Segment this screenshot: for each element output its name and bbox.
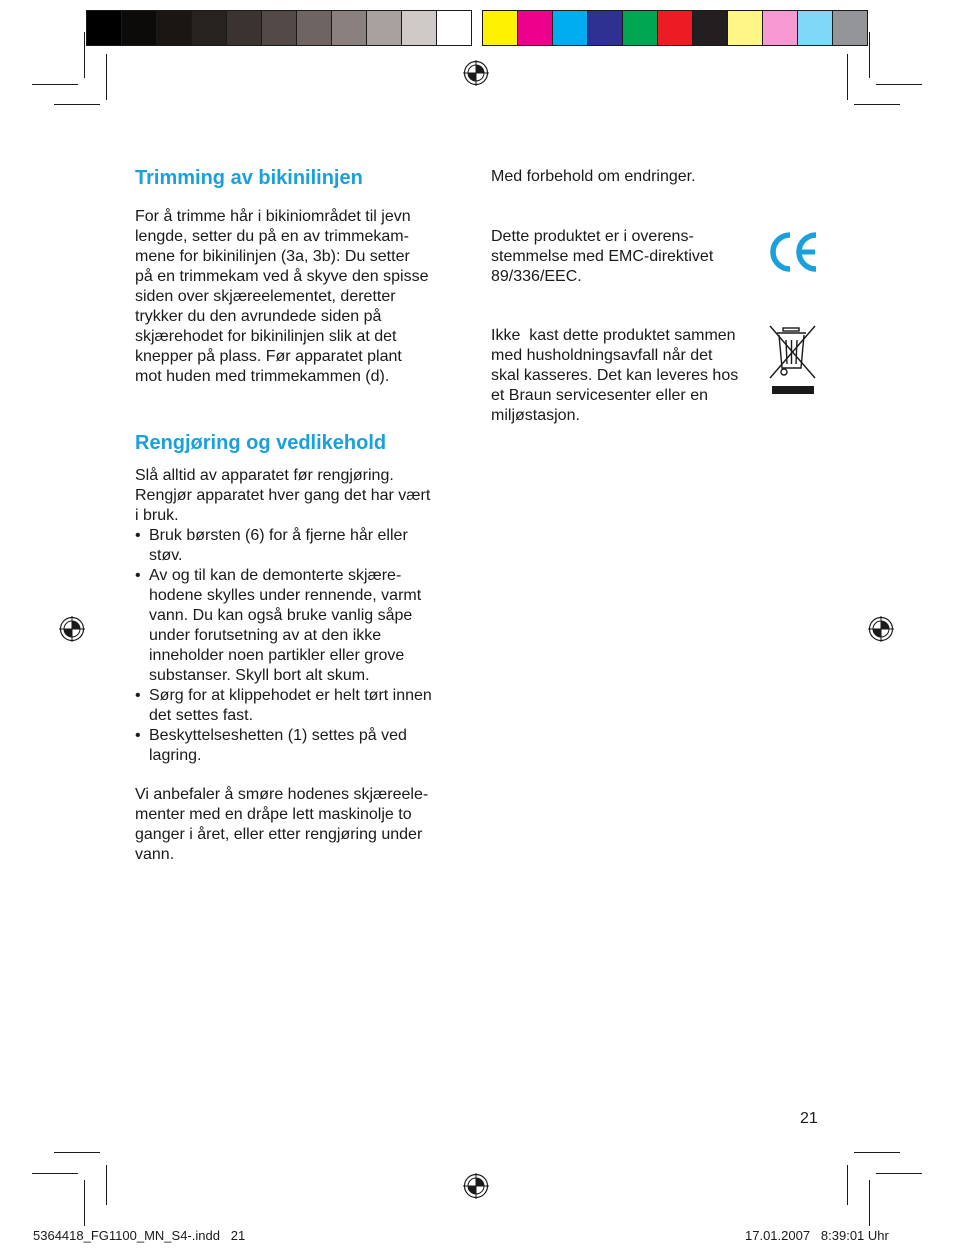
text-line: inneholder noen partikler eller grove xyxy=(149,647,405,664)
crossed-bin-icon xyxy=(768,324,818,396)
text-line: skal kasseres. Det kan leveres hos xyxy=(491,367,739,384)
crop-mark xyxy=(854,1152,900,1153)
color-swatch xyxy=(693,11,728,45)
cmyk-color-bar xyxy=(482,10,868,46)
registration-mark-icon xyxy=(463,60,489,86)
text-line: trykker du den avrundede siden på xyxy=(135,308,382,325)
color-swatch xyxy=(367,11,402,45)
crop-mark xyxy=(876,1173,922,1174)
list-item xyxy=(135,526,470,566)
color-swatch xyxy=(483,11,518,45)
crop-mark xyxy=(84,32,85,78)
text-line: Vi anbefaler å smøre hodenes skjæreele- xyxy=(135,786,429,803)
text-line: med husholdningsavfall når det xyxy=(491,347,713,364)
text-line: • Beskyttelseshetten (1) settes på ved xyxy=(149,727,407,744)
crop-mark xyxy=(854,104,900,105)
crop-mark xyxy=(876,84,922,85)
color-swatch xyxy=(262,11,297,45)
section-heading-trimming: Trimming av bikinilinjen xyxy=(135,167,363,189)
text-line: Ikke kast dette produktet sammen xyxy=(491,327,736,344)
text-line: Rengjør apparatet hver gang det har vært xyxy=(135,487,431,504)
crop-mark xyxy=(847,1165,848,1205)
text-line: et Braun servicesenter eller en xyxy=(491,387,708,404)
text-line: på en trimmekam ved å skyve den spisse xyxy=(135,268,429,285)
color-swatch xyxy=(192,11,227,45)
trimming-paragraph xyxy=(135,207,470,387)
crop-mark xyxy=(84,1180,85,1226)
text-line: mene for bikinilinjen (3a, 3b): Du setter xyxy=(135,248,410,265)
text-line: hodene skylles under rennende, varmt xyxy=(149,587,422,604)
text-line: lengde, setter du på en av trimmekam- xyxy=(135,228,409,245)
color-swatch xyxy=(402,11,437,45)
text-line: mot huden med trimmekammen (d). xyxy=(135,368,390,385)
list-item xyxy=(135,566,470,686)
list-item xyxy=(135,686,470,726)
text-line: miljøstasjon. xyxy=(491,407,580,424)
color-swatch xyxy=(623,11,658,45)
text-line: støv. xyxy=(149,547,183,564)
color-swatch xyxy=(437,11,471,45)
text-line: stemmelse med EMC-direktivet xyxy=(491,248,714,265)
footer-timestamp: 17.01.2007 8:39:01 Uhr xyxy=(745,1228,889,1243)
page-number: 21 xyxy=(800,1110,818,1127)
list-item xyxy=(135,726,470,766)
grayscale-color-bar xyxy=(86,10,472,46)
text-line: under forutsetning av at den ikke xyxy=(149,627,382,644)
text-line: menter med en dråpe lett maskinolje to xyxy=(135,806,412,823)
text-line: • Sørg for at klippehodet er helt tørt innen xyxy=(149,687,432,704)
text-line: For å trimme hår i bikiniområdet til jevn xyxy=(135,208,411,225)
text-line: substanser. Skyll bort alt skum. xyxy=(149,667,370,684)
text-line: i bruk. xyxy=(135,507,179,524)
crop-mark xyxy=(32,1173,78,1174)
color-swatch xyxy=(87,11,122,45)
crop-mark xyxy=(106,54,107,100)
color-swatch xyxy=(763,11,798,45)
color-swatch xyxy=(553,11,588,45)
text-line: det settes fast. xyxy=(149,707,254,724)
ce-conformity-text xyxy=(491,227,761,287)
text-line: vann. xyxy=(135,846,175,863)
color-swatch xyxy=(157,11,192,45)
color-swatch xyxy=(798,11,833,45)
registration-mark-icon xyxy=(463,1173,489,1199)
color-swatch xyxy=(833,11,867,45)
cleaning-intro xyxy=(135,466,470,526)
text-line: Dette produktet er i overens- xyxy=(491,228,694,245)
text-line: skjærehodet for bikinilinjen slik at det xyxy=(135,328,397,345)
color-swatch xyxy=(332,11,367,45)
color-swatch xyxy=(297,11,332,45)
crop-mark xyxy=(54,1152,100,1153)
text-line: vann. Du kan også bruke vanlig såpe xyxy=(149,607,413,624)
crop-mark xyxy=(869,1180,870,1226)
reservation-note: Med forbehold om endringer. xyxy=(491,168,696,185)
color-swatch xyxy=(518,11,553,45)
registration-mark-icon xyxy=(868,616,894,642)
crop-mark xyxy=(847,54,848,100)
text-line: 89/336/EEC. xyxy=(491,268,582,285)
text-line: siden over skjæreelementet, deretter xyxy=(135,288,396,305)
color-swatch xyxy=(122,11,157,45)
text-line: Slå alltid av apparatet før rengjøring. xyxy=(135,467,394,484)
crop-mark xyxy=(869,32,870,78)
color-swatch xyxy=(588,11,623,45)
color-swatch xyxy=(658,11,693,45)
crop-mark xyxy=(106,1165,107,1205)
crop-mark xyxy=(32,84,78,85)
text-line: ganger i året, eller etter rengjøring under xyxy=(135,826,423,843)
crop-mark xyxy=(54,104,100,105)
cleaning-bullet-list xyxy=(135,526,470,766)
color-swatch xyxy=(728,11,763,45)
color-swatch xyxy=(227,11,262,45)
registration-mark-icon xyxy=(59,616,85,642)
text-line: lagring. xyxy=(149,747,202,764)
text-line: knepper på plass. Før apparatet plant xyxy=(135,348,402,365)
disposal-text xyxy=(491,326,771,426)
footer-file-name: 5364418_FG1100_MN_S4-.indd 21 xyxy=(33,1228,246,1243)
section-heading-cleaning: Rengjøring og vedlikehold xyxy=(135,432,387,454)
lubrication-paragraph xyxy=(135,785,470,865)
text-line: • Bruk børsten (6) for å fjerne hår eller xyxy=(149,527,408,544)
text-line: • Av og til kan de demonterte skjære- xyxy=(149,567,402,584)
ce-mark-icon xyxy=(768,229,820,275)
